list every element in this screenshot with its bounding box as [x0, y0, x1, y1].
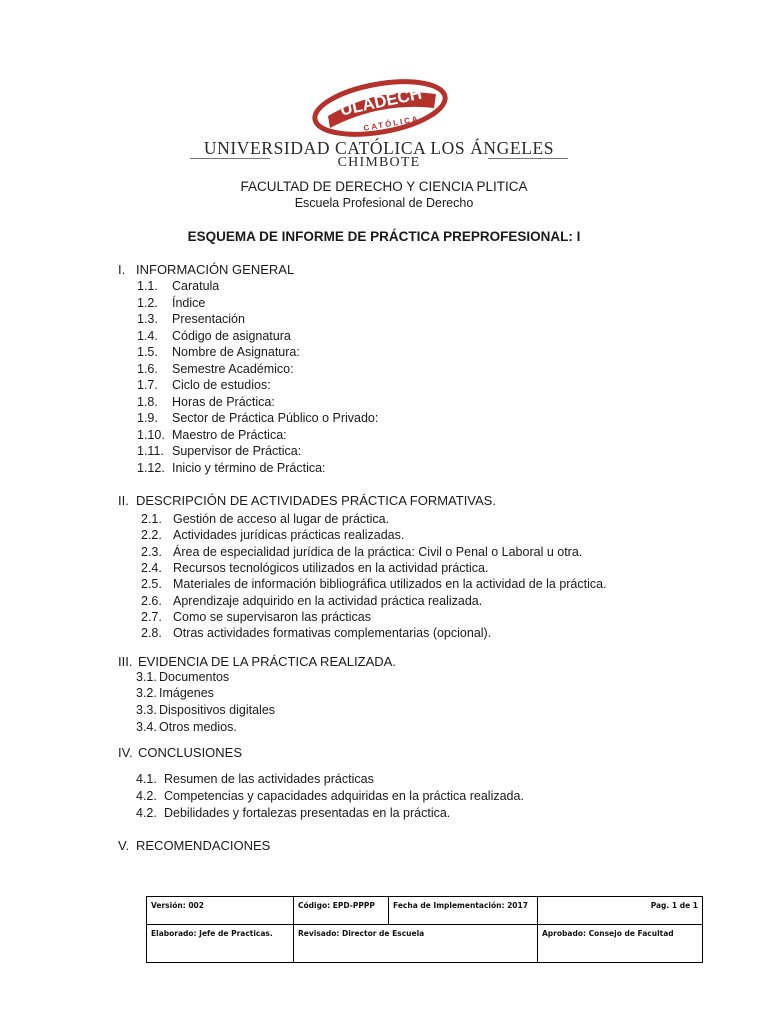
list-item [141, 626, 491, 640]
list-item [141, 594, 482, 608]
list-item [137, 428, 287, 442]
section-number: I. [118, 262, 126, 277]
item-text: Actividades jurídicas prácticas realizadas. [173, 528, 405, 542]
section-title: EVIDENCIA DE LA PRÁCTICA REALIZADA. [138, 654, 396, 669]
item-number: 4.1. [136, 772, 157, 786]
item-number: 2.5. [141, 577, 162, 591]
list-item [137, 378, 271, 392]
university-city: CHIMBOTE [337, 155, 421, 170]
faculty-name: FACULTAD DE DERECHO Y CIENCIA PLITICA [240, 179, 528, 194]
list-item [137, 395, 275, 409]
prepared-by-cell: Elaborado: Jefe de Practicas. [147, 925, 294, 963]
university-name: UNIVERSIDAD CATÓLICA LOS ÁNGELES [203, 138, 555, 158]
list-item [136, 789, 524, 803]
item-number: 1.8. [137, 395, 158, 409]
item-text: Nombre de Asignatura: [172, 345, 300, 359]
item-number: 3.4. [136, 720, 157, 734]
reviewed-by-cell: Revisado: Director de Escuela [294, 925, 538, 963]
item-text: Presentación [172, 312, 245, 326]
section-number: III. [118, 654, 133, 669]
implementation-date-cell: Fecha de Implementación: 2017 [389, 897, 538, 925]
list-item [137, 329, 291, 343]
item-number: 1.4. [137, 329, 158, 343]
list-item [136, 703, 275, 717]
section-heading [118, 654, 396, 669]
item-number: 1.1. [137, 279, 158, 293]
list-item [137, 362, 294, 376]
item-number: 1.7. [137, 378, 158, 392]
item-text: Dispositivos digitales [159, 703, 276, 717]
item-number: 2.8. [141, 626, 162, 640]
item-text: Caratula [172, 279, 220, 293]
list-item [136, 686, 214, 700]
item-text: Otros medios. [159, 720, 237, 734]
list-item [137, 461, 326, 475]
item-number: 3.2. [136, 686, 157, 700]
document-control-table [146, 896, 703, 963]
item-text: Código de asignatura [172, 329, 291, 343]
section-heading [118, 745, 242, 760]
list-item [141, 561, 488, 575]
item-text: Recursos tecnológicos utilizados en la actividad práctica. [173, 561, 489, 575]
version-cell: Versión: 002 [147, 897, 294, 925]
item-text: Sector de Práctica Público o Privado: [172, 411, 379, 425]
item-number: 1.2. [137, 296, 158, 310]
item-text: Semestre Académico: [172, 362, 294, 376]
item-number: 2.2. [141, 528, 162, 542]
section-title: INFORMACIÓN GENERAL [136, 262, 295, 277]
section-title: RECOMENDACIONES [136, 838, 271, 853]
item-number: 1.9. [137, 411, 158, 425]
item-text: Otras actividades formativas complementarias (opcional). [173, 626, 492, 640]
school-name: Escuela Profesional de Derecho [294, 196, 474, 210]
item-text: Gestión de acceso al lugar de práctica. [173, 512, 390, 526]
item-number: 3.1. [136, 670, 157, 684]
list-item [141, 545, 582, 559]
item-text: Aprendizaje adquirido en la actividad práctica realizada. [173, 594, 483, 608]
section-heading [118, 838, 270, 853]
approved-by-cell: Aprobado: Consejo de Facultad [538, 925, 703, 963]
section-number: II. [118, 493, 129, 508]
item-number: 3.3. [136, 703, 157, 717]
list-item [136, 720, 237, 734]
section-heading [118, 493, 496, 508]
item-number: 1.11. [137, 444, 164, 458]
section-number: IV. [118, 745, 133, 760]
item-text: Área de especialidad jurídica de la práctica: Civil o Penal o Laboral u otra. [173, 545, 583, 559]
list-item [137, 296, 205, 310]
item-text: Resumen de las actividades prácticas [164, 772, 374, 786]
code-cell: Código: EPD-PPPP [294, 897, 389, 925]
logo-subtext: CATÓLICA [362, 114, 421, 133]
document-title: ESQUEMA DE INFORME DE PRÁCTICA PREPROFESIONAL: I [187, 229, 581, 244]
list-item [141, 512, 389, 526]
item-text: Debilidades y fortalezas presentadas en la práctica. [164, 806, 451, 820]
list-item [137, 279, 219, 293]
item-number: 1.12. [137, 461, 165, 475]
item-text: Supervisor de Práctica: [172, 444, 302, 458]
list-item [141, 610, 371, 624]
item-number: 1.10. [137, 428, 165, 442]
list-item [137, 411, 378, 425]
item-number: 2.4. [141, 561, 162, 575]
item-number: 4.2. [136, 806, 157, 820]
item-text: Ciclo de estudios: [172, 378, 271, 392]
item-text: Horas de Práctica: [172, 395, 275, 409]
item-text: Materiales de información bibliográfica utilizados en la actividad de la práctica. [173, 577, 607, 591]
item-number: 2.3. [141, 545, 162, 559]
section-title: CONCLUSIONES [138, 745, 243, 760]
list-item [136, 772, 374, 786]
list-item [141, 528, 404, 542]
list-item [136, 806, 450, 820]
item-text: Inicio y término de Práctica: [172, 461, 326, 475]
list-item [141, 577, 607, 591]
university-logo [0, 74, 768, 174]
item-number: 2.1. [141, 512, 162, 526]
list-item [137, 444, 301, 458]
section-title: DESCRIPCIÓN DE ACTIVIDADES PRÁCTICA FORMATIVAS. [136, 493, 496, 508]
list-item [137, 312, 245, 326]
item-number: 1.6. [137, 362, 158, 376]
item-number: 2.6. [141, 594, 162, 608]
section-heading [118, 262, 294, 277]
item-number: 1.5. [137, 345, 158, 359]
list-item [136, 670, 229, 684]
item-number: 2.7. [141, 610, 162, 624]
item-text: Índice [172, 296, 206, 310]
uladech-emblem-icon [300, 74, 460, 142]
section-number: V. [118, 838, 130, 853]
item-text: Maestro de Práctica: [172, 428, 287, 442]
item-text: Imágenes [159, 686, 214, 700]
list-item [137, 345, 300, 359]
item-text: Como se supervisaron las prácticas [173, 610, 371, 624]
item-text: Competencias y capacidades adquiridas en la práctica realizada. [164, 789, 524, 803]
item-number: 1.3. [137, 312, 158, 326]
item-number: 4.2. [136, 789, 157, 803]
page-number-cell: Pag. 1 de 1 [538, 897, 703, 925]
logo-text: ULADECH [338, 83, 424, 120]
item-text: Documentos [159, 670, 230, 684]
